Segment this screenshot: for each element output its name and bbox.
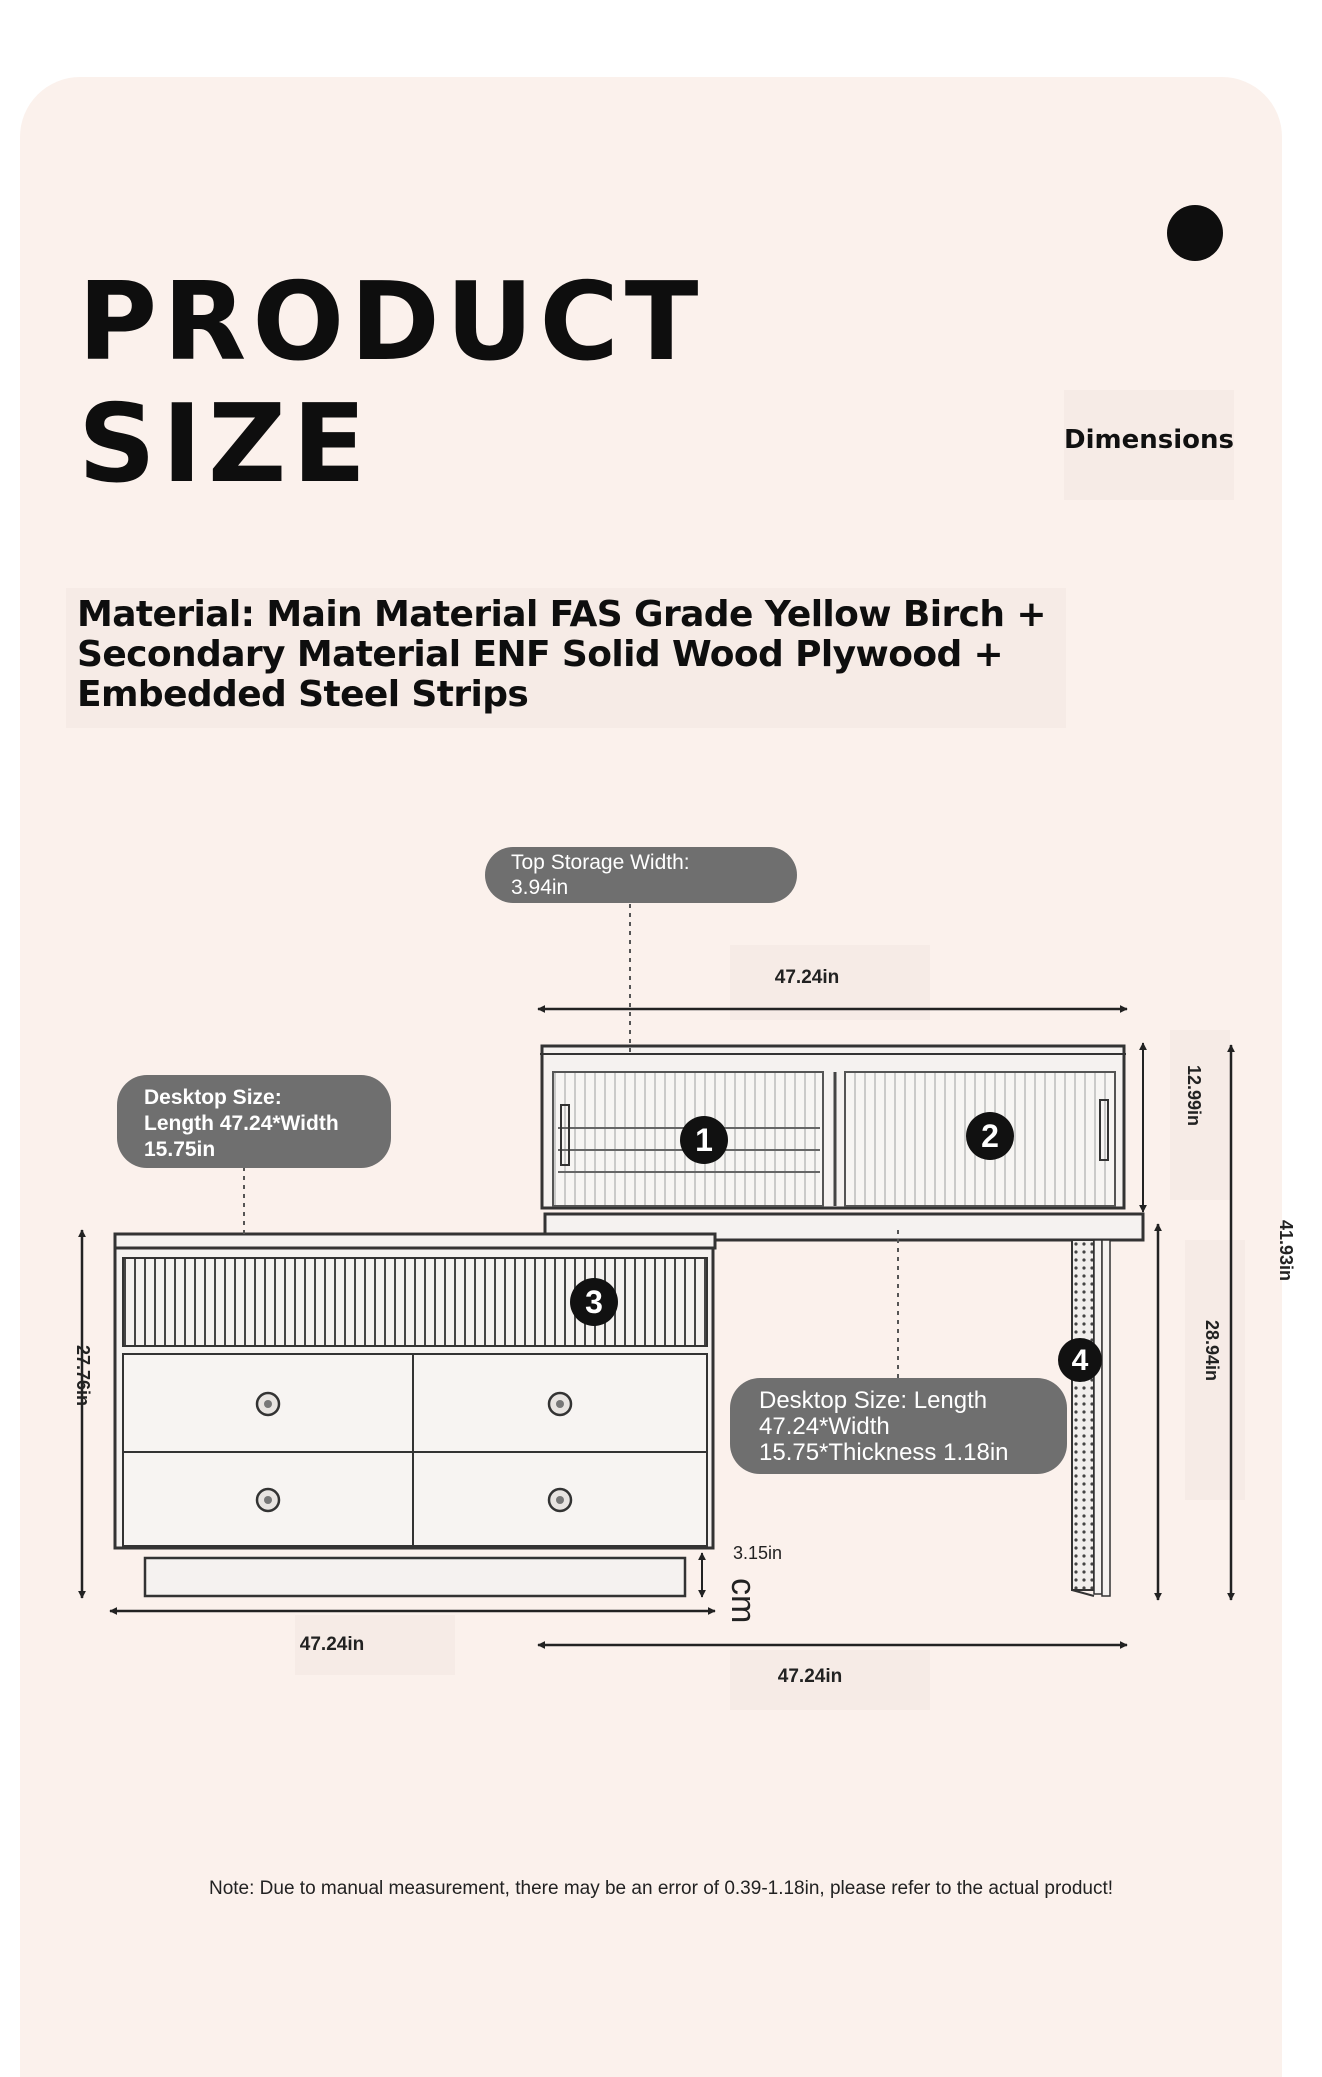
fluted-drawer-front	[123, 1258, 707, 1346]
top-storage-cabinet	[540, 1046, 1143, 1240]
dresser-base	[145, 1558, 685, 1596]
svg-text:3: 3	[585, 1284, 603, 1320]
top-height-label: 12.99in	[1184, 1065, 1204, 1127]
marker-1	[680, 1116, 728, 1164]
title-line-1: PRODUCT	[78, 260, 705, 385]
base-height-label: 3.15in	[733, 1543, 783, 1563]
marker-4	[1058, 1338, 1102, 1382]
bottom-left-width-label: 47.24in	[299, 1634, 365, 1655]
lower-dresser	[115, 1234, 715, 1596]
svg-text:Desktop Size:: Desktop Size:	[144, 1086, 282, 1109]
svg-text:Desktop Size: Length: Desktop Size: Length	[759, 1387, 988, 1414]
bottom-right-width-label: 47.24in	[777, 1666, 843, 1687]
top-width-label: 47.24in	[774, 967, 840, 988]
svg-text:47.24*Width: 47.24*Width	[759, 1413, 890, 1440]
desk-height-label: 28.94in	[1202, 1320, 1222, 1382]
material-line-1: Material: Main Material FAS Grade Yellow Birch +	[77, 594, 1046, 635]
cabinet-height-label: 27.76in	[73, 1345, 93, 1407]
measurement-note: Note: Due to manual measurement, there may be an error of 0.39-1.18in, please refer to the actual product!	[208, 1878, 1114, 1899]
material-line-3: Embedded Steel Strips	[77, 674, 529, 715]
dimensions-tag: Dimensions	[1064, 425, 1234, 455]
title-line-2: SIZE	[78, 382, 373, 507]
svg-text:15.75in: 15.75in	[144, 1138, 216, 1161]
callout-desktop-left	[117, 1075, 391, 1168]
svg-text:Top Storage Width:: Top Storage Width:	[511, 851, 690, 874]
svg-text:Length 47.24*Width: Length 47.24*Width	[144, 1112, 339, 1135]
svg-text:1: 1	[695, 1122, 713, 1158]
base-unit-label: cm	[724, 1578, 762, 1624]
material-line-2: Secondary Material ENF Solid Wood Plywood +	[77, 634, 1004, 675]
callout-top-storage	[485, 847, 797, 903]
desktop-left	[115, 1234, 715, 1248]
svg-text:4: 4	[1071, 1344, 1089, 1377]
callout-desktop-right	[730, 1378, 1067, 1474]
total-height-label: 41.93in	[1276, 1220, 1296, 1282]
marker-3	[570, 1278, 618, 1326]
marker-2	[966, 1112, 1014, 1160]
svg-text:15.75*Thickness 1.18in: 15.75*Thickness 1.18in	[759, 1439, 1009, 1466]
side-leg-panel	[1072, 1240, 1110, 1596]
svg-text:2: 2	[981, 1118, 999, 1154]
svg-text:3.94in: 3.94in	[511, 876, 569, 899]
